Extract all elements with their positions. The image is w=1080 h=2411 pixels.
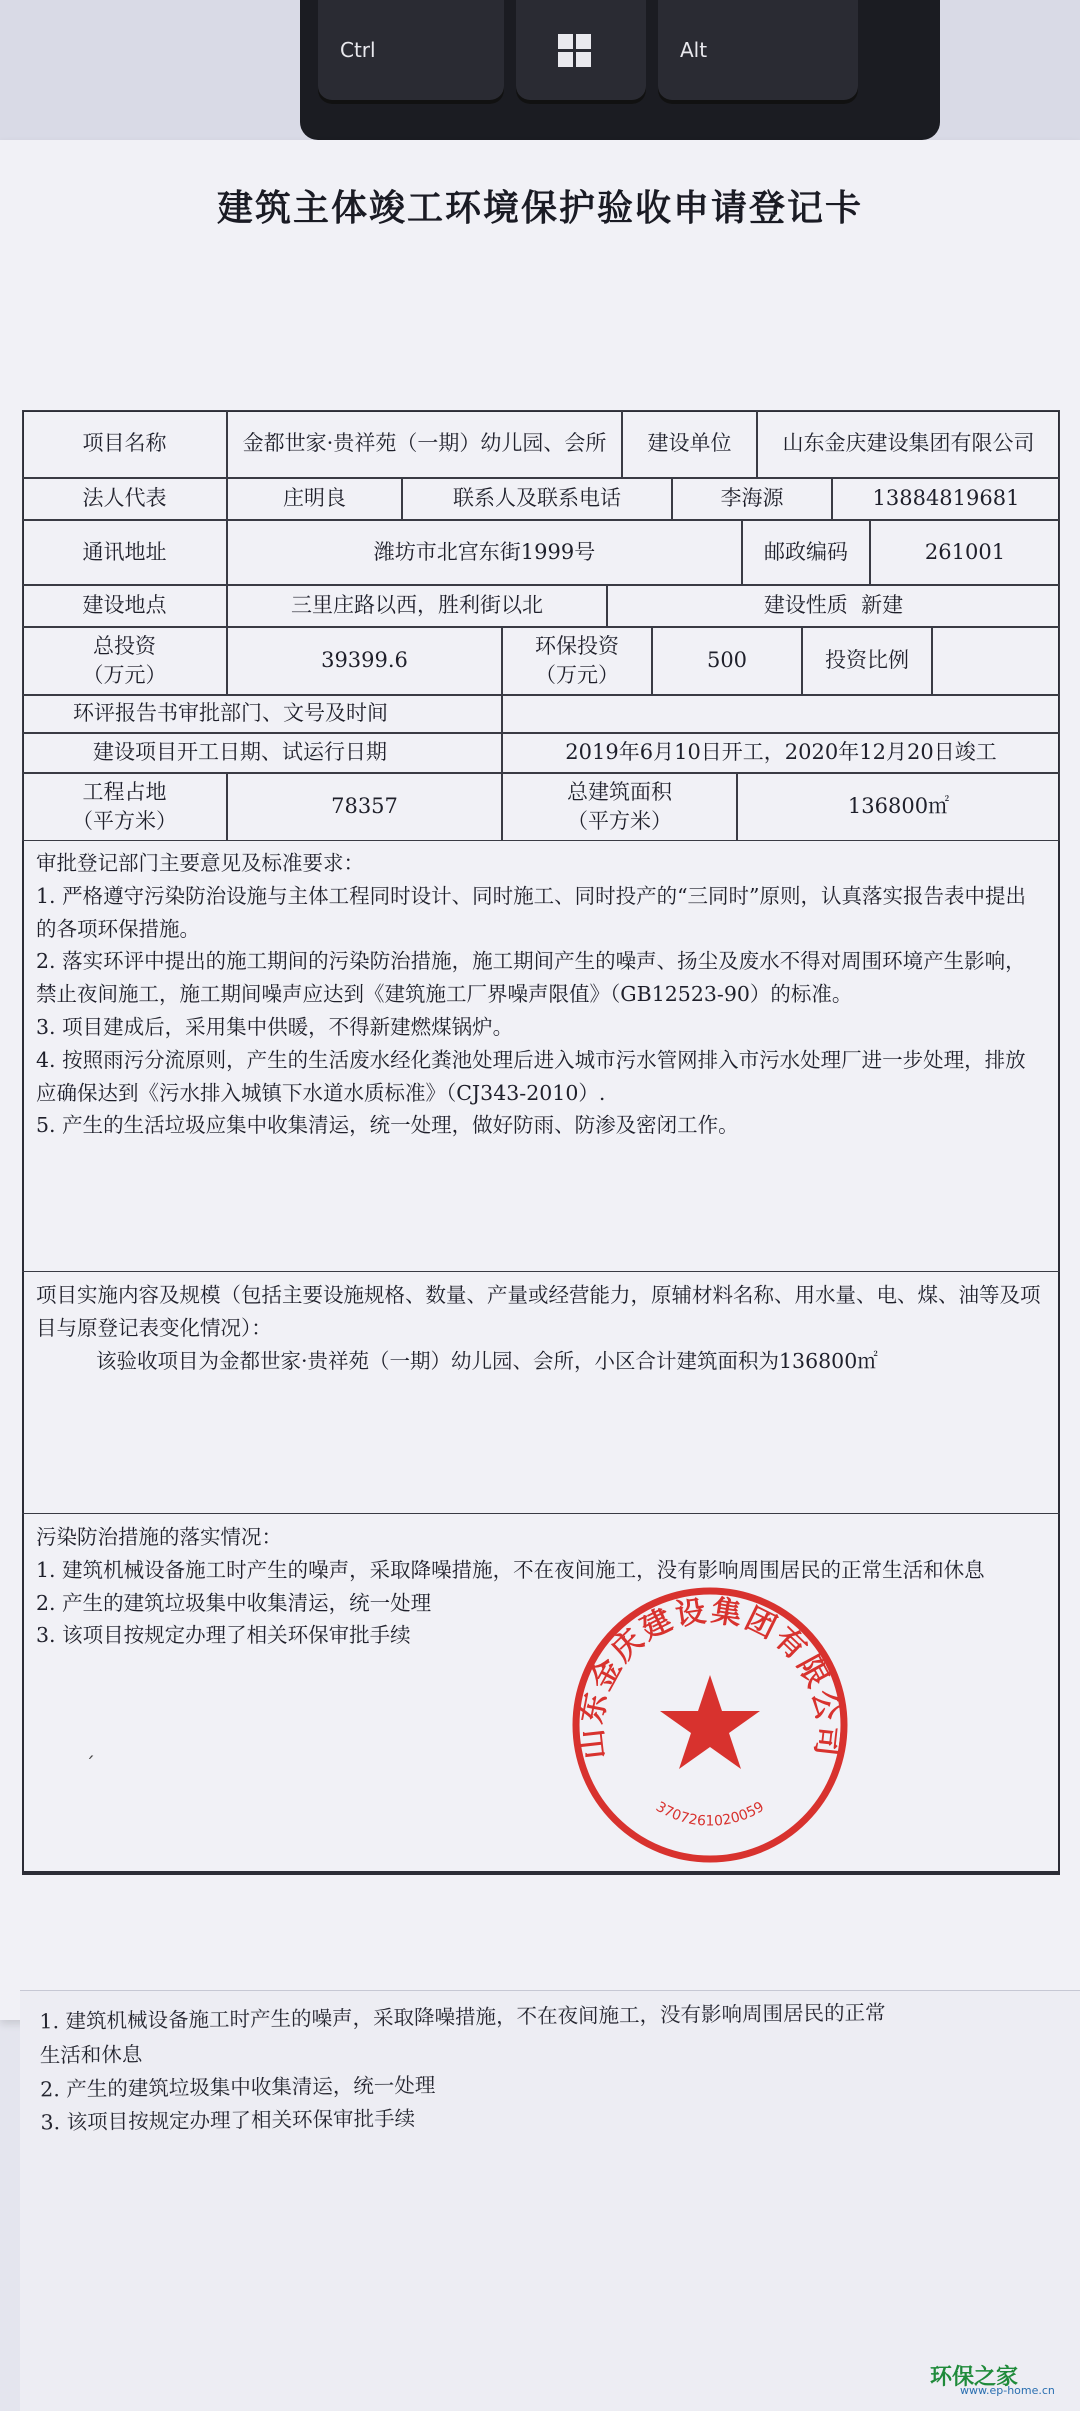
measures-section	[22, 1515, 1060, 1873]
review-heading: 审批登记部门主要意见及标准要求：	[36, 851, 364, 875]
legal-rep-value: 庄明良	[227, 478, 402, 520]
ctrl-key-label: Ctrl	[340, 38, 376, 62]
address-value: 潍坊市北宫东街1999号	[227, 520, 742, 585]
measures-item-1: 1. 建筑机械设备施工时产生的噪声，采取降噪措施，不在夜间施工，没有影响周围居民的正常生活和休息	[36, 1557, 985, 1582]
floor-value: 136800㎡	[737, 773, 1060, 841]
nature-value: 新建	[861, 593, 904, 618]
eia-value	[502, 695, 1060, 733]
nature-label: 建设性质	[763, 593, 848, 618]
project-name-value: 金都世家·贵祥苑（一期）幼儿园、会所	[227, 410, 622, 478]
scope-section	[22, 1273, 1060, 1513]
review-item-3: 3. 项目建成后，采用集中供暖，不得新建燃煤锅炉。	[36, 1014, 514, 1039]
alt-key-label: Alt	[680, 38, 708, 62]
pen-mark: ˊ	[85, 1752, 95, 1776]
watermark-logo	[930, 2360, 1055, 2397]
invest-ratio-label: 投资比例	[802, 627, 932, 695]
second-page-item-3: 3. 该项目按规定办理了相关环保审批手续	[40, 2106, 416, 2135]
seal-number: 3707261020059	[652, 1798, 768, 1830]
divider	[22, 1271, 1060, 1272]
address-label: 通讯地址	[22, 520, 227, 585]
scope-heading: 项目实施内容及规模（包括主要设施规格、数量、产量或经营能力，原辅材料名称、用水量、电、煤、油等及项目与原登记表变化情况）：	[36, 1283, 1041, 1340]
contact-label: 联系人及联系电话	[402, 478, 672, 520]
project-name-label: 项目名称	[22, 410, 227, 478]
env-invest-unit: （万元）	[535, 663, 619, 687]
dates-value: 2019年6月10日开工，2020年12月20日竣工	[502, 733, 1060, 773]
second-page-item-1: 1. 建筑机械设备施工时产生的噪声，采取降噪措施，不在夜间施工，没有影响周围居民的正常	[39, 2000, 886, 2034]
review-item-4: 4. 按照雨污分流原则，产生的生活废水经化粪池处理后进入城市污水管网排入市污水处理厂进一步处理，排放应确保达到《污水排入城镇下水道水质标准》（CJ343-2010）.	[36, 1047, 1026, 1105]
review-section	[22, 841, 1060, 1271]
ctrl-key	[318, 0, 504, 104]
second-page-list	[39, 1995, 1060, 2141]
floor-label-cell	[502, 773, 737, 841]
land-unit: （平方米）	[72, 809, 177, 833]
floor-label: 总建筑面积	[567, 779, 672, 804]
legal-rep-label: 法人代表	[22, 478, 227, 520]
land-label-cell	[22, 773, 227, 841]
total-invest-unit: （万元）	[82, 663, 167, 687]
windows-key	[516, 0, 646, 104]
land-label: 工程占地	[82, 779, 167, 804]
contact-name: 李海源	[672, 478, 832, 520]
builder-value: 山东金庆建设集团有限公司	[757, 410, 1060, 478]
company-seal	[560, 1575, 860, 1875]
measures-item-3: 3. 该项目按规定办理了相关环保审批手续	[36, 1623, 411, 1648]
env-invest-label: 环保投资	[535, 633, 619, 658]
review-item-5: 5. 产生的生活垃圾应集中收集清运，统一处理，做好防雨、防渗及密闭工作。	[36, 1113, 739, 1138]
measures-item-2: 2. 产生的建筑垃圾集中收集清运，统一处理	[36, 1590, 432, 1615]
dates-label: 建设项目开工日期、试运行日期	[22, 733, 502, 773]
total-invest-label-cell	[22, 627, 227, 695]
env-invest-label-cell	[502, 627, 652, 695]
watermark-url: www.ep-home.cn	[960, 2384, 1055, 2397]
invest-ratio-value	[932, 627, 1060, 695]
nature-cell	[607, 585, 1060, 627]
total-invest-value: 39399.6	[227, 627, 502, 695]
document-title: 建筑主体竣工环境保护验收申请登记卡	[216, 187, 863, 229]
scope-body: 该验收项目为金都世家·贵祥苑（一期）幼儿园、会所，小区合计建筑面积为136800㎡	[96, 1348, 878, 1373]
postcode-label: 邮政编码	[742, 520, 870, 585]
site-label: 建设地点	[22, 585, 227, 627]
land-value: 78357	[227, 773, 502, 841]
review-item-1: 1. 严格遵守污染防治设施与主体工程同时设计、同时施工、同时投产的“三同时”原则，认真落实报告表中提出的各项环保措施。	[36, 883, 1027, 941]
env-invest-value: 500	[652, 627, 802, 695]
total-invest-label: 总投资	[93, 633, 156, 658]
alt-key	[658, 0, 858, 104]
watermark-name: 环保之家	[930, 2365, 1019, 2390]
review-item-2: 2. 落实环评中提出的施工期间的污染防治措施，施工期间产生的噪声、扬尘及废水不得对周围环境产生影响，禁止夜间施工，施工期间噪声应达到《建筑施工厂界噪声限值》（GB12523-90）的标准。	[36, 949, 1026, 1007]
second-page-item-1-cont: 生活和休息	[39, 2042, 143, 2068]
keyboard	[300, 0, 940, 140]
eia-label: 环评报告书审批部门、文号及时间	[22, 695, 502, 733]
site-value: 三里庄路以西，胜利街以北	[227, 585, 607, 627]
builder-label: 建设单位	[622, 410, 757, 478]
seal-text: 山东金庆建设集团有限公司	[574, 1593, 846, 1761]
postcode-value: 261001	[870, 520, 1060, 585]
measures-heading: 污染防治措施的落实情况：	[36, 1525, 282, 1549]
divider	[22, 1513, 1060, 1514]
floor-unit: （平方米）	[567, 809, 672, 833]
second-page-item-2: 2. 产生的建筑垃圾集中收集清运，统一处理	[40, 2072, 436, 2101]
seal-star-icon	[660, 1675, 760, 1769]
windows-logo-icon	[558, 34, 592, 68]
contact-phone: 13884819681	[832, 478, 1060, 520]
